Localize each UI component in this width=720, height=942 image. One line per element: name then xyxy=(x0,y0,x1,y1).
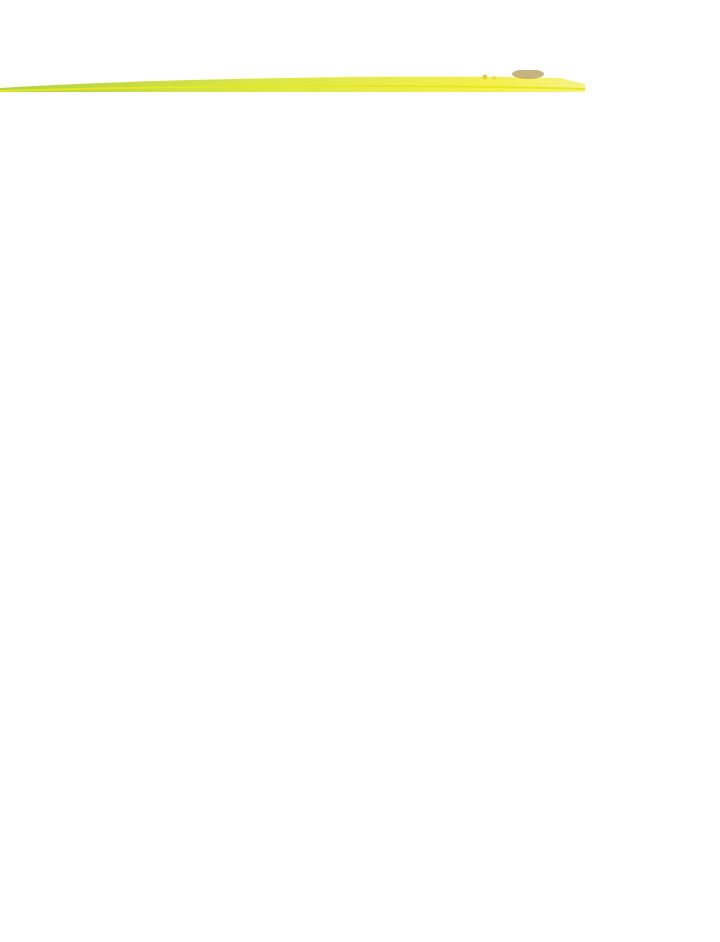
decorative-banner-stripe xyxy=(0,70,585,92)
